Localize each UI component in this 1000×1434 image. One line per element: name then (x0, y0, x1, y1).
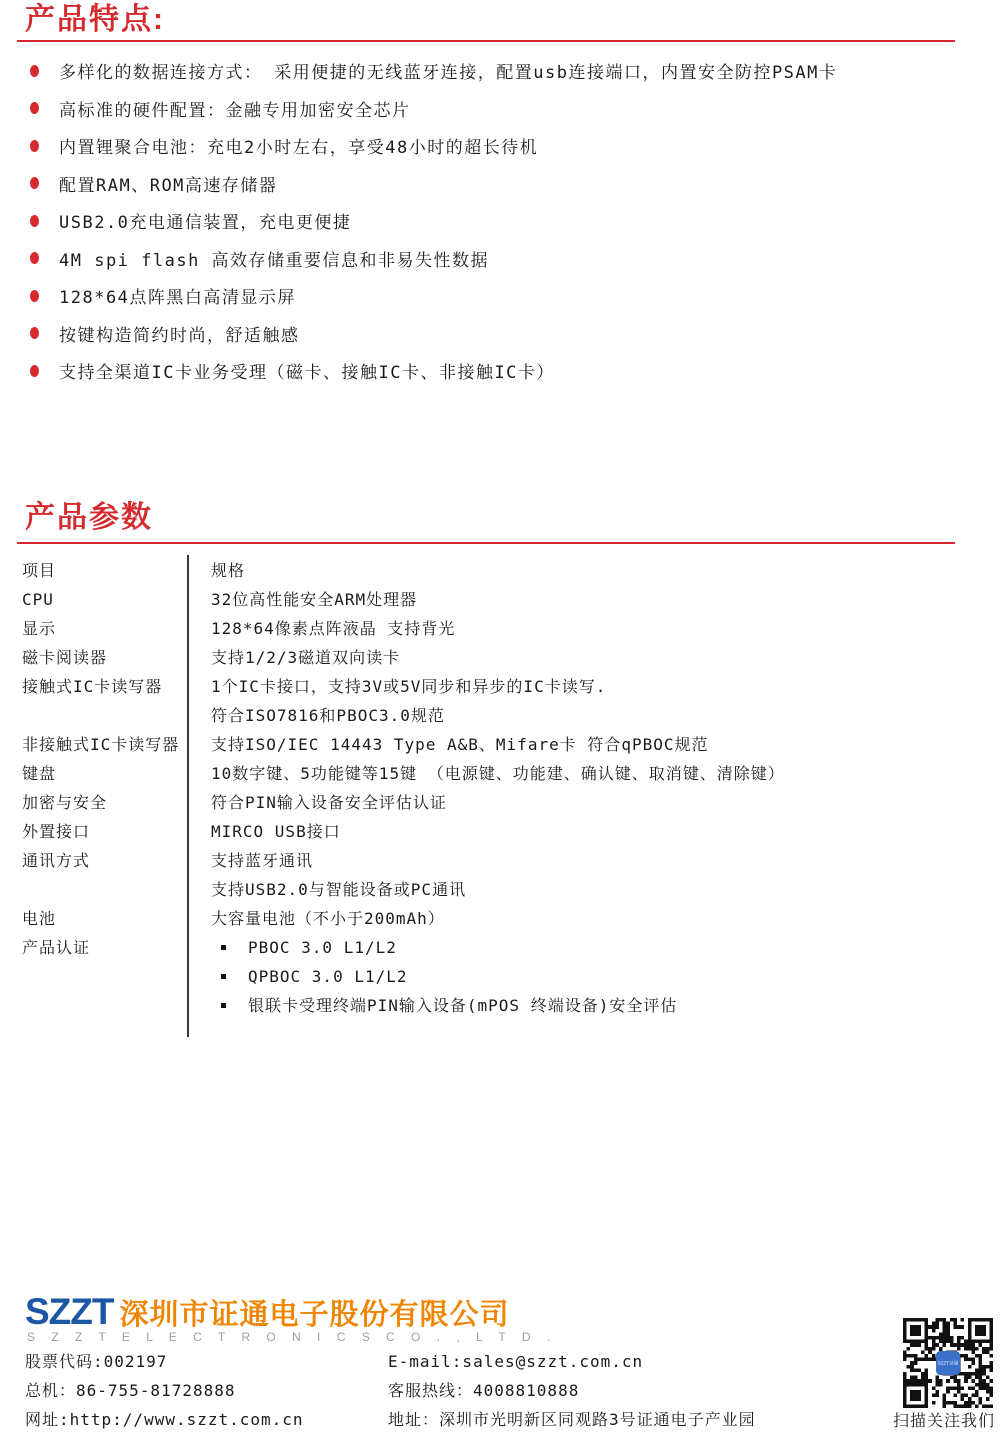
certification-line (211, 962, 677, 991)
params-table (0, 556, 1000, 1020)
params-col-item: 项目 (22, 561, 57, 580)
contact-left-column (25, 1347, 304, 1434)
param-spec (188, 614, 455, 643)
param-row (0, 730, 1000, 759)
stock-code: 股票代码:002197 (25, 1352, 168, 1371)
param-row (0, 614, 1000, 643)
params-title-rule (17, 542, 955, 544)
feature-text: 按键构造简约时尚，舒适触感 (59, 325, 300, 346)
params-col-spec: 规格 (211, 561, 246, 580)
feature-item (30, 127, 990, 165)
features-title: 产品特点: (25, 3, 165, 36)
qr-caption: 扫描关注我们 (893, 1411, 996, 1430)
param-label: 外置接口 (22, 822, 91, 841)
param-label: 磁卡阅读器 (22, 648, 108, 667)
param-row (0, 788, 1000, 817)
param-spec-line: 支持蓝牙通讯 (211, 851, 314, 870)
feature-item (30, 90, 990, 128)
company-address: 地址：深圳市光明新区同观路3号证通电子产业园 (388, 1410, 756, 1429)
param-spec-line: 大容量电池（不小于200mAh） (211, 909, 445, 928)
param-spec (188, 730, 709, 759)
service-hotline: 客服热线：4008810888 (388, 1381, 580, 1400)
logo-company-name-en: S Z Z T E L E C T R O N I C S C O . , L T D . (27, 1330, 557, 1344)
param-spec (188, 904, 445, 933)
param-label: 产品认证 (22, 938, 91, 957)
features-title-rule (17, 40, 955, 42)
param-spec-line: MIRCO USB接口 (211, 822, 341, 841)
param-label: 加密与安全 (22, 793, 108, 812)
param-label: 接触式IC卡读写器 (22, 677, 163, 696)
param-spec (188, 585, 417, 614)
param-label: 非接触式IC卡读写器 (22, 735, 180, 754)
param-spec-line: 符合ISO7816和PBOC3.0规范 (211, 706, 445, 725)
switchboard-phone: 总机：86-755-81728888 (25, 1381, 236, 1400)
bullet-icon (30, 215, 39, 227)
param-row (0, 672, 1000, 730)
param-label: CPU (22, 590, 54, 609)
param-spec-line: 32位高性能安全ARM处理器 (211, 590, 418, 609)
param-row (0, 933, 1000, 1020)
certification-line (211, 933, 677, 962)
param-spec (188, 933, 677, 1020)
certification-text: PBOC 3.0 L1/L2 (248, 938, 397, 957)
feature-text: 128*64点阵黑白高清显示屏 (59, 288, 296, 309)
feature-item (30, 202, 990, 240)
bullet-icon (30, 290, 39, 302)
params-header-row (0, 556, 1000, 585)
param-row (0, 585, 1000, 614)
qr-code (903, 1318, 993, 1408)
param-row (0, 846, 1000, 904)
params-title: 产品参数 (25, 501, 153, 534)
param-label: 电池 (22, 909, 57, 928)
param-label: 显示 (22, 619, 57, 638)
feature-text: 4M spi flash 高效存储重要信息和非易失性数据 (59, 250, 490, 271)
square-bullet-icon (221, 945, 226, 950)
param-spec (188, 672, 606, 730)
qr-code-image (903, 1318, 993, 1408)
feature-text: USB2.0充电通信装置，充电更便捷 (59, 213, 352, 234)
param-spec-line: 支持USB2.0与智能设备或PC通讯 (211, 880, 467, 899)
param-spec-line: 10数字键、5功能键等15键 （电源键、功能建、确认键、取消键、清除键） (211, 764, 785, 783)
feature-text: 支持全渠道IC卡业务受理（磁卡、接触IC卡、非接触IC卡） (59, 363, 555, 384)
param-spec-line: 1个IC卡接口，支持3V或5V同步和异步的IC卡读写. (211, 677, 607, 696)
feature-item (30, 315, 990, 353)
square-bullet-icon (221, 974, 226, 979)
param-spec-line: 支持ISO/IEC 14443 Type A&B、Mifare卡 符合qPBOC规范 (211, 735, 709, 754)
website-url: 网址:http://www.szzt.com.cn (25, 1410, 304, 1429)
feature-item (30, 240, 990, 278)
feature-item (30, 165, 990, 203)
square-bullet-icon (221, 1003, 226, 1008)
param-spec (188, 846, 466, 904)
param-row (0, 759, 1000, 788)
bullet-icon (30, 327, 39, 339)
bullet-icon (30, 65, 39, 77)
param-spec (188, 643, 400, 672)
feature-text: 高标准的硬件配置：金融专用加密安全芯片 (59, 100, 411, 121)
bullet-icon (30, 102, 39, 114)
logo-szzt-mark: SZZT (25, 1291, 114, 1332)
feature-item (30, 277, 990, 315)
param-spec (188, 759, 785, 788)
logo-company-name-cn: 深圳市证通电子股份有限公司 (119, 1299, 510, 1331)
certification-text: 银联卡受理终端PIN输入设备(mPOS 终端设备)安全评估 (248, 996, 678, 1015)
feature-item (30, 352, 990, 390)
company-logo (25, 1292, 510, 1333)
svg-text:SZZT证通: SZZT证通 (937, 1360, 959, 1366)
param-row (0, 904, 1000, 933)
param-row (0, 817, 1000, 846)
features-list (30, 52, 990, 390)
contact-middle-column (388, 1347, 756, 1434)
feature-text: 配置RAM、ROM高速存储器 (59, 175, 278, 196)
email-address: E-mail:sales@szzt.com.cn (388, 1352, 644, 1371)
param-label: 键盘 (22, 764, 57, 783)
feature-item (30, 52, 990, 90)
bullet-icon (30, 252, 39, 264)
param-spec-line: 支持1/2/3磁道双向读卡 (211, 648, 401, 667)
bullet-icon (30, 365, 39, 377)
param-spec (188, 817, 341, 846)
certification-text: QPBOC 3.0 L1/L2 (248, 967, 408, 986)
footer (0, 1290, 1000, 1430)
bullet-icon (30, 140, 39, 152)
feature-text: 多样化的数据连接方式： 采用便捷的无线蓝牙连接，配置usb连接端口，内置安全防控PSAM卡 (59, 63, 838, 84)
feature-text: 内置锂聚合电池：充电2小时左右，享受48小时的超长待机 (59, 138, 539, 159)
param-label: 通讯方式 (22, 851, 91, 870)
bullet-icon (30, 177, 39, 189)
param-spec-line: 符合PIN输入设备安全评估认证 (211, 793, 447, 812)
param-spec-line: 128*64像素点阵液晶 支持背光 (211, 619, 456, 638)
certification-line (211, 991, 677, 1020)
param-row (0, 643, 1000, 672)
param-spec (188, 788, 447, 817)
